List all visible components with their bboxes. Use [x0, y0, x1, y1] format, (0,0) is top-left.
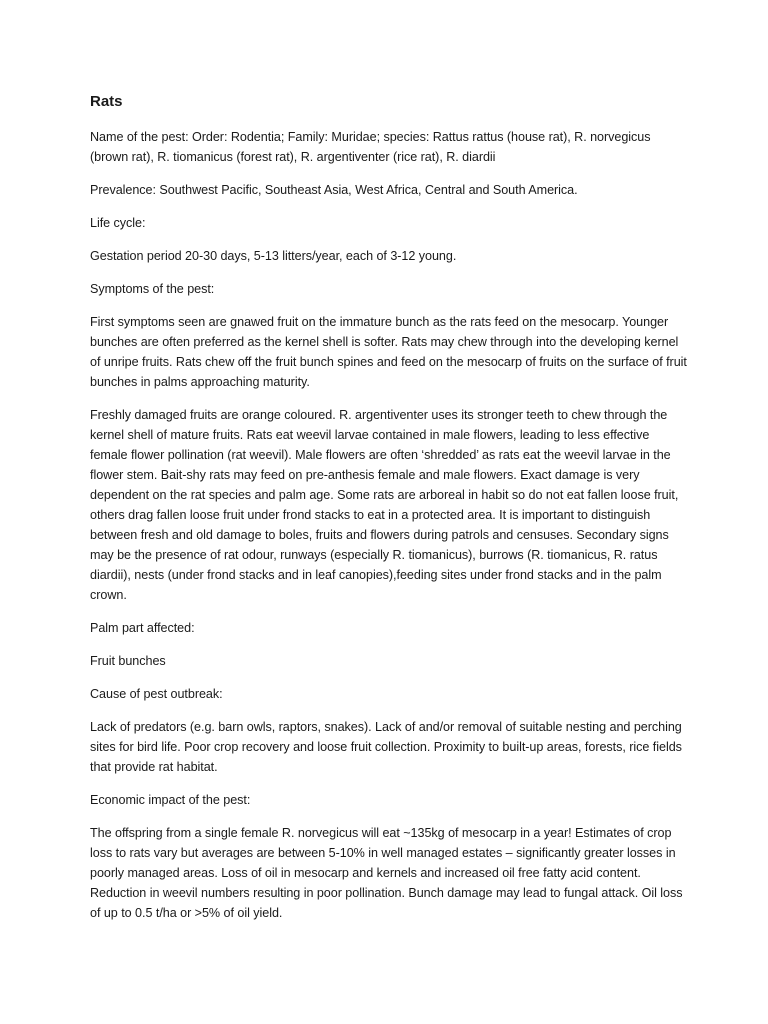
paragraph-first-symptoms: First symptoms seen are gnawed fruit on the immature bunch as the rats feed on the mesocarp. Younger bunches are often preferred as the kernel shell is softer. Rats may chew through into the developing kernel of unripe fruits. Rats chew off the fruit bunch spines and feed on the mesocarp of fruits on the surface of fruit bunches in palms approaching maturity. [90, 315, 687, 389]
heading-symptoms: Symptoms of the pest: [90, 282, 215, 296]
heading-economic-impact: Economic impact of the pest: [90, 793, 251, 807]
paragraph-prevalence: Prevalence: Southwest Pacific, Southeast Asia, West Africa, Central and South America. [90, 183, 578, 197]
paragraph-fruit-bunches: Fruit bunches [90, 654, 166, 668]
heading-cause: Cause of pest outbreak: [90, 687, 223, 701]
paragraph-cause: Lack of predators (e.g. barn owls, raptors, snakes). Lack of and/or removal of suitable nesting and perching sites for bird life. Poor crop recovery and loose fruit collection. Proximity to built-up areas, forests, rice fields that provide rat habitat. [90, 720, 682, 774]
paragraph-pest-name: Name of the pest: Order: Rodentia; Family: Muridae; species: Rattus rattus (house rat), R. norvegicus (brown rat), R. tiomanicus (forest rat), R. argentiventer (rice rat), R. diardii [90, 130, 651, 164]
paragraph-economic-impact: The offspring from a single female R. norvegicus will eat ~135kg of mesocarp in a year! Estimates of crop loss to rats vary but averages are between 5-10% in well managed estates – significantly greater losses in poorly managed areas. Loss of oil in mesocarp and kernels and increased oil free fatty acid content. Reduction in weevil numbers resulting in poor pollination. Bunch damage may lead to fungal attack. Oil loss of up to 0.5 t/ha or >5% of oil yield. [90, 826, 683, 920]
document-title: Rats [90, 93, 123, 110]
paragraph-damage-details: Freshly damaged fruits are orange coloured. R. argentiventer uses its stronger teeth to chew through the kernel shell of mature fruits. Rats eat weevil larvae contained in male flowers, leading to less effective female flower pollination (rat weevil). Male flowers are often ‘shredded’ as rats eat the weevil larvae in the flower stem. Bait-shy rats may feed on pre-anthesis female and male flowers. Exact damage is very dependent on the rat species and palm age. Some rats are arboreal in habit so do not eat fallen loose fruit, others drag fallen loose fruit under frond stacks to eat in a protected area. It is important to distinguish between fresh and old damage to boles, fruits and flowers during patrols and censuses. Secondary signs may be the presence of rat odour, runways (especially R. tiomanicus), burrows (R. tiomanicus, R. ratus diardii), nests (under frond stacks and in leaf canopies),feeding sites under frond stacks and in the palm crown. [90, 408, 679, 602]
paragraph-gestation: Gestation period 20-30 days, 5-13 litters/year, each of 3-12 young. [90, 249, 457, 263]
document-page [90, 93, 690, 936]
heading-palm-part: Palm part affected: [90, 621, 195, 635]
heading-life-cycle: Life cycle: [90, 216, 146, 230]
